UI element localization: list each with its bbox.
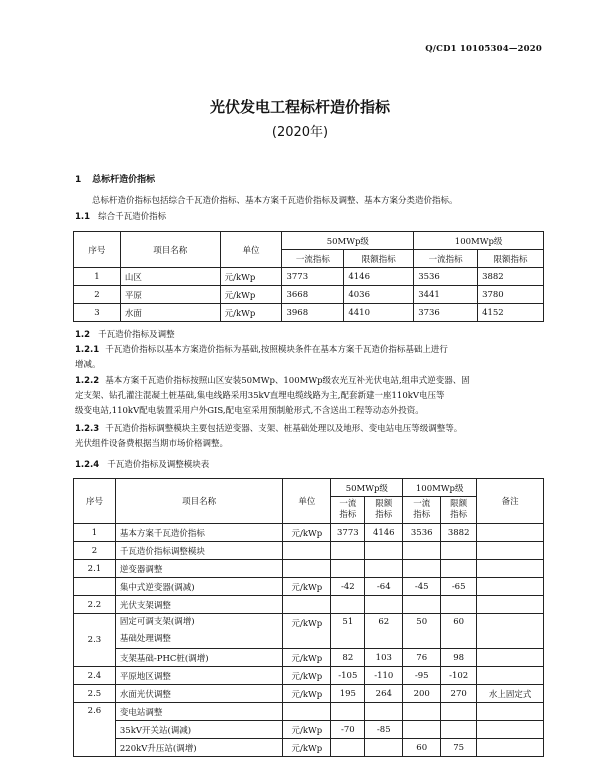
t2-h-limit-b: 指标: [375, 510, 393, 520]
t2-first-100: 60: [403, 739, 441, 757]
t2-name: 水面光伏调整: [115, 685, 283, 703]
t2-name: 千瓦造价指标调整模块: [115, 542, 283, 560]
t1-seq: 1: [74, 268, 121, 286]
t1-header-unit: 单位: [220, 232, 282, 268]
t2-name-line1: 固定可调支架(调增): [119, 617, 195, 627]
t1-limit-100: 3882: [478, 268, 544, 286]
paragraph-1-2-2: [75, 374, 470, 419]
t2-first-100: 50: [403, 614, 441, 649]
t2-first-100: -95: [403, 667, 441, 685]
t2-seq: 2.1: [74, 560, 116, 578]
t2-first-100: [403, 721, 441, 739]
table-row: [74, 578, 544, 596]
t1-header-limit-100: 限额指标: [478, 250, 544, 268]
t2-limit-50: 4146: [365, 524, 403, 542]
t2-first-50: -70: [331, 721, 365, 739]
p122-number: 1.2.2: [75, 376, 100, 386]
t2-h-first-b: 指标: [339, 510, 357, 520]
page-title: 光伏发电工程标杆造价指标: [209, 98, 390, 116]
section-1-number: 1: [75, 175, 82, 185]
t1-unit: 元/kWp: [220, 286, 282, 304]
paragraph-1-2-3: [75, 422, 462, 452]
t2-h-first-a: 一流: [413, 499, 431, 509]
t1-limit-50: 4036: [344, 286, 414, 304]
paragraph-1-2-1: [75, 343, 448, 373]
t2-seq: 2.3: [74, 614, 116, 667]
t2-header-name: 项目名称: [115, 479, 283, 524]
t2-name: 基本方案千瓦造价指标: [115, 524, 283, 542]
t2-first-100: -45: [403, 578, 441, 596]
t1-header-first-50: 一流指标: [282, 250, 344, 268]
t2-h-limit-a: 限额: [450, 499, 468, 509]
comprehensive-cost-table: [73, 231, 544, 322]
t2-unit: 元/kWp: [283, 614, 331, 649]
t2-unit: 元/kWp: [283, 685, 331, 703]
t2-name: 220kV升压站(调增): [115, 739, 283, 757]
t1-first-50: 3773: [282, 268, 344, 286]
t2-seq: 2.5: [74, 685, 116, 703]
t2-header-unit: 单位: [283, 479, 331, 524]
table-row: [74, 286, 544, 304]
table-row: [74, 304, 544, 322]
t2-first-50: [331, 739, 365, 757]
t2-limit-50: -110: [365, 667, 403, 685]
p123-text-1: 千瓦造价指标调整模块主要包括逆变器、支架、桩基础处理以及地形、变电站电压等级调整等。: [105, 424, 463, 434]
t1-header-first-100: 一流指标: [414, 250, 478, 268]
t2-h-limit-b: 指标: [450, 510, 468, 520]
t2-first-50: 195: [331, 685, 365, 703]
table-row: [74, 596, 544, 614]
p123-text-2: 光伏组件设备费根据当期市场价格调整。: [75, 439, 229, 449]
page-subtitle: (2020年): [271, 125, 329, 140]
t2-header-seq: 序号: [74, 479, 116, 524]
t2-first-100: 3536: [403, 524, 441, 542]
t2-limit-50: -64: [365, 578, 403, 596]
t2-seq: 2.4: [74, 667, 116, 685]
t1-header-100mwp: 100MWp级: [414, 232, 544, 250]
heading-1-1: [75, 210, 166, 222]
t2-header-limit-50: [365, 497, 403, 524]
t2-seq: 2.6: [74, 703, 116, 757]
t2-limit-50: [365, 739, 403, 757]
adjustment-module-table: [73, 478, 544, 757]
p123-number: 1.2.3: [75, 424, 100, 434]
t2-first-100: 76: [403, 649, 441, 667]
heading-1-1-title: 综合千瓦造价指标: [98, 212, 167, 222]
t1-header-name: 项目名称: [120, 232, 220, 268]
p122-text-2: 定支架、钻孔灌注混凝土桩基础,集电线路采用35kV直埋电缆线路为主,配套新建一座110kV电压等: [75, 391, 445, 401]
heading-1-2-title: 千瓦造价指标及调整: [98, 330, 175, 340]
t2-name: 光伏支架调整: [115, 596, 283, 614]
t2-header-100mwp: 100MWp级: [403, 479, 477, 497]
t2-limit-50: 264: [365, 685, 403, 703]
table-row: [74, 685, 544, 703]
p121-text-1: 千瓦造价指标以基本方案造价指标为基础,按照模块条件在基本方案千瓦造价指标基础上进行: [105, 345, 448, 355]
t1-limit-100: 4152: [478, 304, 544, 322]
t2-name: 变电站调整: [115, 703, 283, 721]
table-row: [74, 542, 544, 560]
t2-note: 水上固定式: [477, 685, 544, 703]
t1-first-100: 3736: [414, 304, 478, 322]
t2-note: [477, 524, 544, 542]
t2-name: [115, 614, 283, 649]
t2-first-50: 82: [331, 649, 365, 667]
t2-name: 逆变器调整: [115, 560, 283, 578]
table-row: [74, 667, 544, 685]
t2-header-limit-100: [441, 497, 477, 524]
table-row: [74, 614, 544, 649]
heading-1-2: [75, 328, 175, 340]
t2-h-limit-a: 限额: [375, 499, 393, 509]
t2-limit-50: -85: [365, 721, 403, 739]
t2-limit-100: -65: [441, 578, 477, 596]
t2-name: 支架基础-PHC桩(调增): [115, 649, 283, 667]
table-row: [74, 649, 544, 667]
t2-limit-100: 98: [441, 649, 477, 667]
t2-limit-100: 3882: [441, 524, 477, 542]
p122-text-1: 基本方案千瓦造价指标按照山区安装50MWp、100MWp级农光互补光伏电站,组串式逆变器、固: [105, 376, 470, 386]
t2-limit-100: -102: [441, 667, 477, 685]
heading-1-2-number: 1.2: [75, 330, 91, 340]
t2-header-first-50: [331, 497, 365, 524]
section-1-title: 总标杆造价指标: [92, 175, 156, 185]
t2-unit: 元/kWp: [283, 739, 331, 757]
t1-first-100: 3441: [414, 286, 478, 304]
t1-unit: 元/kWp: [220, 268, 282, 286]
t2-header-first-100: [403, 497, 441, 524]
t2-first-50: -105: [331, 667, 365, 685]
t2-seq: 1: [74, 524, 116, 542]
t2-unit: 元/kWp: [283, 667, 331, 685]
t1-header-50mwp: 50MWp级: [282, 232, 414, 250]
t2-unit: 元/kWp: [283, 721, 331, 739]
t2-h-first-a: 一流: [339, 499, 357, 509]
t1-seq: 2: [74, 286, 121, 304]
table-row: [74, 268, 544, 286]
t2-seq: 2: [74, 542, 116, 560]
table-row: [74, 721, 544, 739]
t2-name: 集中式逆变器(调减): [115, 578, 283, 596]
table-row: [74, 739, 544, 757]
t1-header-limit-50: 限额指标: [344, 250, 414, 268]
t2-name-line2: 基础处理调整: [119, 634, 171, 644]
t2-header-50mwp: 50MWp级: [331, 479, 403, 497]
t1-first-50: 3968: [282, 304, 344, 322]
t1-name: 水面: [120, 304, 220, 322]
intro-paragraph: 总标杆造价指标包括综合千瓦造价指标、基本方案千瓦造价指标及调整、基本方案分类造价指标。: [92, 196, 458, 206]
section-1-heading: [75, 172, 155, 185]
t2-limit-50: 103: [365, 649, 403, 667]
table-row: [74, 524, 544, 542]
t2-header-note: 备注: [477, 479, 544, 524]
t2-limit-100: 75: [441, 739, 477, 757]
t1-name: 山区: [120, 268, 220, 286]
heading-1-2-4-number: 1.2.4: [75, 460, 100, 470]
t1-first-50: 3668: [282, 286, 344, 304]
t1-name: 平原: [120, 286, 220, 304]
t2-name: 平原地区调整: [115, 667, 283, 685]
heading-1-1-number: 1.1: [75, 212, 91, 222]
t2-h-first-b: 指标: [413, 510, 431, 520]
t2-unit: 元/kWp: [283, 524, 331, 542]
document-code: Q/CD1 10105304—2020: [425, 44, 542, 54]
t1-header-seq: 序号: [74, 232, 121, 268]
t1-limit-100: 3780: [478, 286, 544, 304]
t2-first-100: 200: [403, 685, 441, 703]
p122-text-3: 级变电站,110kV配电装置采用户外GIS,配电室采用预制舱形式,不含送出工程等动态外投资。: [75, 406, 424, 416]
heading-1-2-4-title: 千瓦造价指标及调整模块表: [107, 460, 210, 470]
p121-text-2: 增减。: [75, 360, 101, 370]
t1-unit: 元/kWp: [220, 304, 282, 322]
t2-first-50: 3773: [331, 524, 365, 542]
t1-limit-50: 4410: [344, 304, 414, 322]
t1-first-100: 3536: [414, 268, 478, 286]
t2-limit-50: 62: [365, 614, 403, 649]
t2-unit: 元/kWp: [283, 649, 331, 667]
t2-limit-100: [441, 721, 477, 739]
t2-name: 35kV开关站(调减): [115, 721, 283, 739]
t2-first-50: 51: [331, 614, 365, 649]
heading-1-2-4: [75, 458, 209, 470]
t2-unit: 元/kWp: [283, 578, 331, 596]
t1-seq: 3: [74, 304, 121, 322]
t1-limit-50: 4146: [344, 268, 414, 286]
p121-number: 1.2.1: [75, 345, 100, 355]
table-row: [74, 703, 544, 721]
t2-limit-100: 270: [441, 685, 477, 703]
t2-limit-100: 60: [441, 614, 477, 649]
t2-seq: 2.2: [74, 596, 116, 614]
table-row: [74, 560, 544, 578]
t2-first-50: -42: [331, 578, 365, 596]
